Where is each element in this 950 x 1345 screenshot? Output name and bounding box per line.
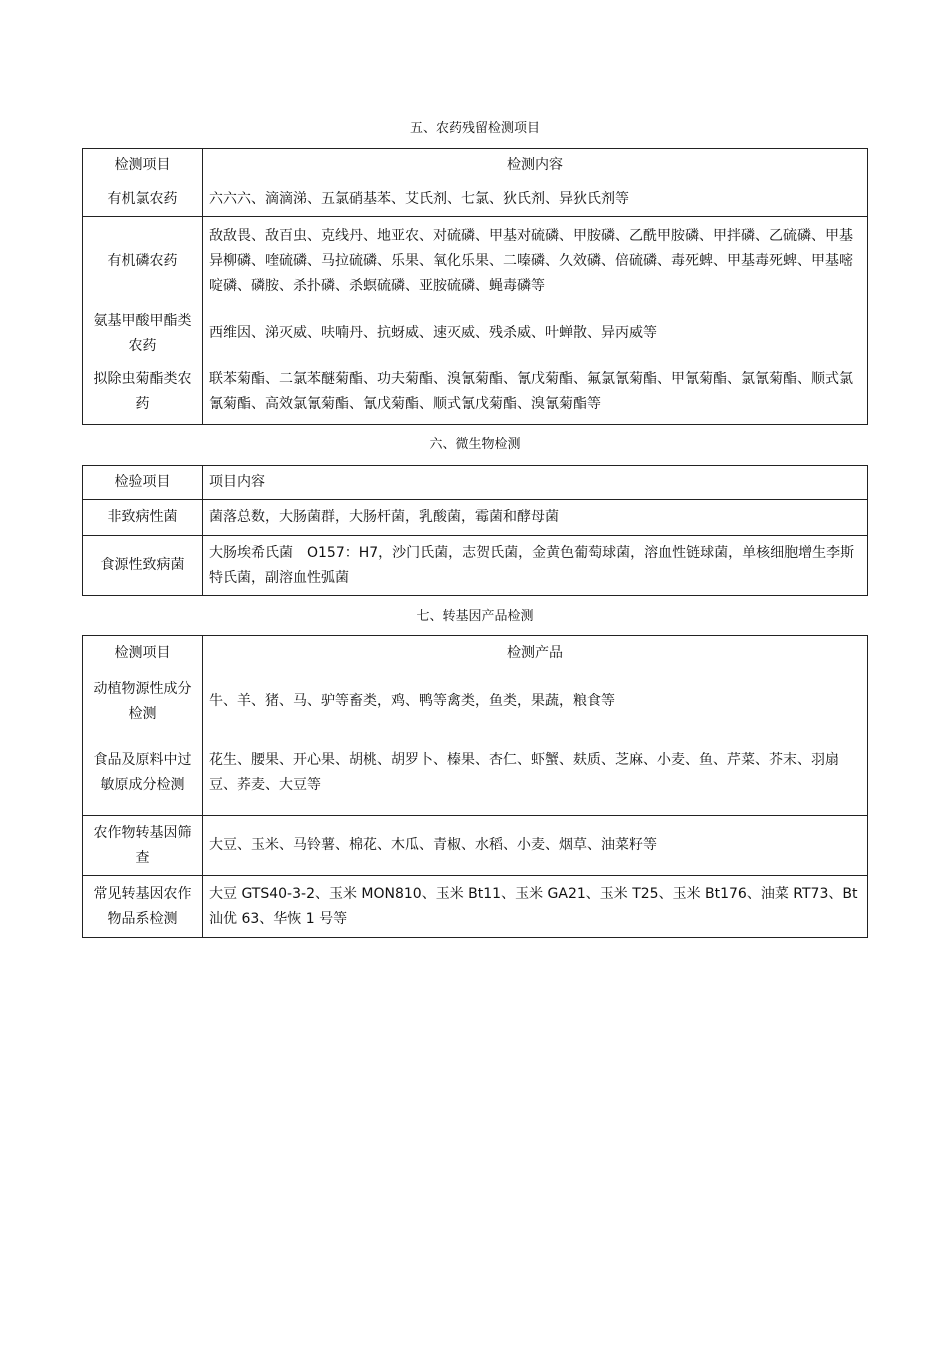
- row-label: 有机磷农药: [83, 217, 203, 307]
- row-content: 六六六、滴滴涕、五氯硝基苯、艾氏剂、七氯、狄氏剂、异狄氏剂等: [209, 190, 629, 207]
- microbiology-table: [82, 465, 868, 596]
- row-label: 常见转基因农作物品系检测: [83, 876, 203, 938]
- row-label: 食源性致病菌: [83, 536, 203, 596]
- row-label: 拟除虫菊酯类农药: [83, 361, 203, 425]
- table-row: [83, 183, 868, 217]
- row-content: 花生、腰果、开心果、胡桃、胡罗卜、榛果、杏仁、虾蟹、麸质、芝麻、小麦、鱼、芹菜、芥末、羽扇豆、荞麦、大豆等: [209, 752, 839, 794]
- pesticide-residue-table: [82, 148, 868, 425]
- table-row: [83, 732, 868, 816]
- section-6-title: 六、微生物检测: [429, 437, 521, 452]
- table-row: [83, 816, 868, 876]
- header-content: 检测产品: [507, 645, 563, 662]
- table-row: [83, 672, 868, 732]
- row-label: 非致病性菌: [83, 500, 203, 536]
- header-label: 检测项目: [83, 636, 203, 672]
- row-content: 大肠埃希氏菌 O157：H7，沙门氏菌，志贺氏菌，金黄色葡萄球菌，溶血性链球菌，单核细胞增生李斯特氏菌，副溶血性弧菌: [203, 536, 868, 596]
- table-row: [83, 500, 868, 536]
- table-row: [83, 217, 868, 307]
- table-header-row: [83, 636, 868, 672]
- row-label: 氨基甲酸甲酯类农药: [83, 307, 203, 361]
- row-content: 大豆 GTS40-3-2、玉米 MON810、玉米 Bt11、玉米 GA21、玉米 T25、玉米 Bt176、油菜 RT73、Bt 汕优 63、华恢 1 号等: [203, 876, 868, 938]
- row-content: 牛、羊、猪、马、驴等畜类，鸡、鸭等禽类，鱼类，果蔬，粮食等: [209, 693, 615, 709]
- table-row: [83, 361, 868, 425]
- header-content: 项目内容: [209, 474, 265, 490]
- header-label: 检测项目: [83, 149, 203, 183]
- row-label: 有机氯农药: [83, 183, 203, 217]
- table-row: [83, 876, 868, 938]
- table-row: [83, 307, 868, 361]
- section-5-title: 五、农药残留检测项目: [409, 121, 540, 136]
- row-content: 联苯菊酯、二氯苯醚菊酯、功夫菊酯、溴氰菊酯、氰戊菊酯、氟氯氰菊酯、甲氰菊酯、氯氰菊酯、顺式氯氰菊酯、高效氯氰菊酯、氰戊菊酯、顺式氰戊菊酯、溴氰菊酯等: [209, 371, 853, 413]
- row-content: 大豆、玉米、马铃薯、棉花、木瓜、青椒、水稻、小麦、烟草、油菜籽等: [203, 816, 868, 876]
- table-row: [83, 536, 868, 596]
- row-content: 菌落总数，大肠菌群，大肠杆菌，乳酸菌，霉菌和酵母菌: [203, 500, 868, 536]
- row-content: 西维因、涕灭威、呋喃丹、抗蚜威、速灭威、残杀威、叶蝉散、异丙威等: [209, 325, 657, 341]
- header-label: 检验项目: [83, 466, 203, 500]
- row-label: 农作物转基因筛查: [83, 816, 203, 876]
- row-content: 敌敌畏、敌百虫、克线丹、地亚农、对硫磷、甲基对硫磷、甲胺磷、乙酰甲胺磷、甲拌磷、乙硫磷、甲基异柳磷、喹硫磷、马拉硫磷、乐果、氧化乐果、二嗪磷、久效磷、倍硫磷、毒死蜱、甲基毒死蜱、甲基嘧啶磷、磷胺、杀扑磷、杀螟硫磷、亚胺硫磷、蝇毒磷等: [203, 217, 868, 307]
- section-7-title: 七、转基因产品检测: [416, 609, 534, 624]
- row-label: 动植物源性成分检测: [83, 672, 203, 732]
- row-label: 食品及原料中过敏原成分检测: [83, 732, 203, 816]
- table-header-row: [83, 149, 868, 183]
- gmo-table: [82, 635, 868, 938]
- table-header-row: [83, 466, 868, 500]
- header-content: 检测内容: [507, 157, 563, 174]
